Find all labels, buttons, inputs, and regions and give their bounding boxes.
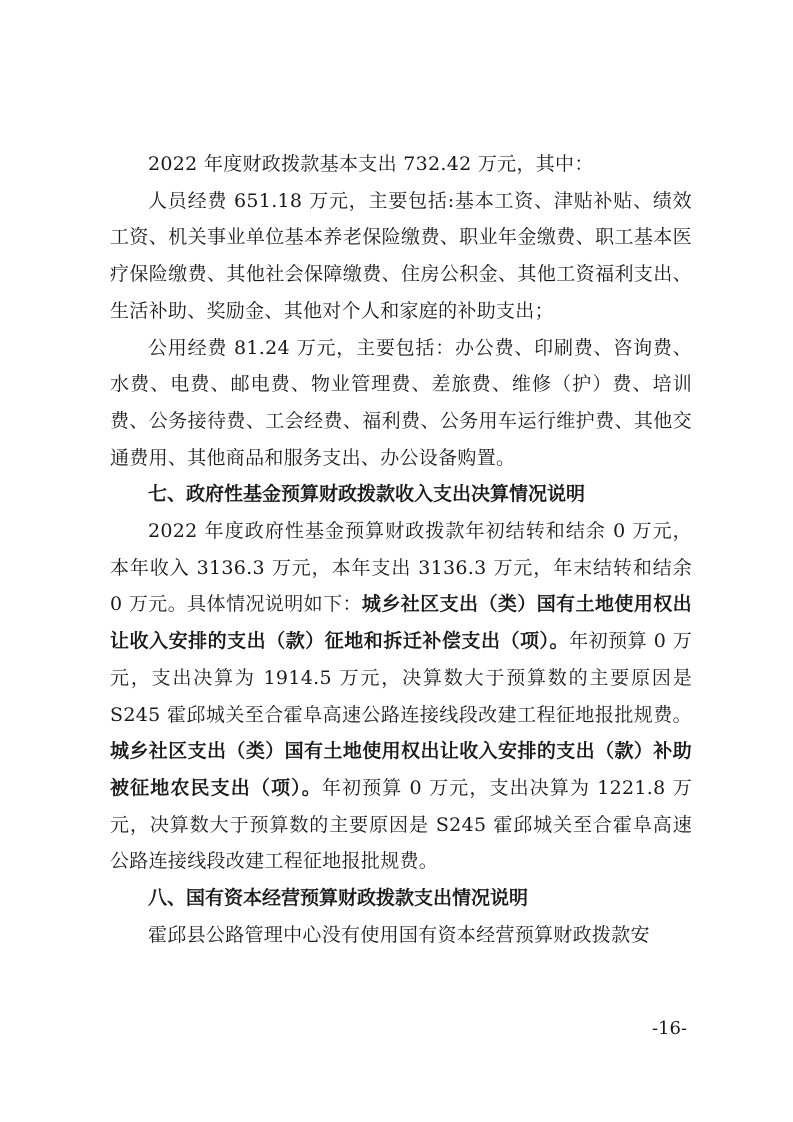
page-number: -16- <box>652 1018 688 1039</box>
fund-item-1-text: 年初预算 0 万元，支出决算为 1914.5 万元，决算数大于预算数的主要原因是 S245 霍邱城关至合霍阜高速公路连接线段改建工程征地报批规费。 <box>110 630 692 726</box>
fund-item-2-text: 年初预算 0 万元，支出决算为 1221.8 万元，决算数大于预算数的主要原因是 S245 霍邱城关至合霍阜高速公路连接线段改建工程征地报批规费。 <box>110 776 692 873</box>
paragraph-government-fund <box>110 513 692 880</box>
body-text <box>110 146 692 953</box>
paragraph-basic-expenditure: 2022 年度财政拨款基本支出 732.42 万元，其中： <box>148 153 594 175</box>
section-heading-7: 七、政府性基金预算财政拨款收入支出决算情况说明 <box>148 483 586 506</box>
section-heading-8: 八、国有资本经营预算财政拨款支出情况说明 <box>148 887 529 910</box>
fund-intro-text: 2022 年度政府性基金预算财政拨款年初结转和结余 0 万元，本年收入 3136.3 万元，本年支出 3136.3 万元，年末结转和结余 0 万元。具体情况说明如下： <box>110 520 692 616</box>
fund-item-1-title: 城乡社区支出（类）国有土地使用权出让收入安排的支出（款）征地和拆迁补偿支出（项）。 <box>110 593 692 653</box>
paragraph-personnel-expenses: 人员经费 651.18 万元，主要包括:基本工资、津贴补贴、绩效工资、机关事业单位基本养老保险缴费、职业年金缴费、职工基本医疗保险缴费、其他社会保障缴费、住房公积金、其他工资福利支出、生活补助、奖励金、其他对个人和家庭的补助支出； <box>110 189 692 322</box>
fund-item-2-title: 城乡社区支出（类）国有土地使用权出让收入安排的支出（款）补助被征地农民支出（项）。 <box>110 740 692 799</box>
paragraph-state-capital: 霍邱县公路管理中心没有使用国有资本经营预算财政拨款安 <box>148 923 650 946</box>
paragraph-public-expenses: 公用经费 81.24 万元，主要包括：办公费、印刷费、咨询费、水费、电费、邮电费、物业管理费、差旅费、维修（护）费、培训费、公务接待费、工会经费、福利费、公务用车运行维护费、其他交通费用、其他商品和服务支出、办公设备购置。 <box>110 336 692 469</box>
